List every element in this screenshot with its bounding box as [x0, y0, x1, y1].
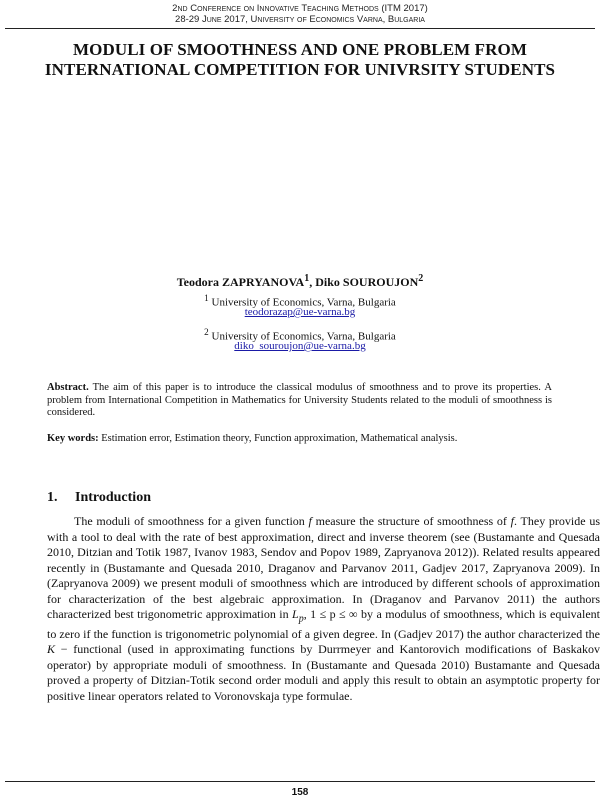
keywords-label: Key words:: [47, 433, 99, 444]
math-p-range: , 1 ≤ p ≤ ∞: [303, 607, 358, 621]
author-separator: ,: [309, 275, 316, 289]
intro-text-4: by a modulus of smoothness, which is equivalent to zero if the function is trigonometric polynomial of a given degree. In (Gadjev 2017) the author characterized the: [47, 607, 600, 641]
affiliation-text-2: University of Economics, Varna, Bulgaria: [208, 330, 396, 343]
intro-text-1: The moduli of smoothness for a given function: [74, 514, 309, 528]
affiliation-sup-2: 2: [204, 327, 209, 337]
header-rule: [5, 28, 595, 29]
affiliation-text-1: University of Economics, Varna, Bulgaria: [208, 296, 396, 309]
abstract-text: The aim of this paper is to introduce the classical modulus of smoothness and to prove its properties. A problem from International Competition in Mathematics for University Students related to the moduli of smoothness is considered.: [47, 382, 552, 418]
paper-title: MODULI OF SMOOTHNESS AND ONE PROBLEM FROM INTERNATIONAL COMPETITION FOR UNIVRSITY STUDENTS: [44, 40, 556, 79]
author-name-1: Teodora ZAPRYANOVA: [176, 275, 305, 289]
author-name-2: Diko SOUROUJON: [315, 275, 419, 289]
section-title: Introduction: [75, 490, 151, 505]
abstract-label: Abstract.: [47, 382, 89, 393]
author-sup-1: 1: [304, 273, 310, 284]
section-heading: [47, 489, 151, 506]
math-f-2: f: [510, 514, 515, 528]
keywords-text: Estimation error, Estimation theory, Function approximation, Mathematical analysis.: [98, 433, 458, 444]
math-lp: L: [292, 607, 299, 621]
intro-text-3: . They provide us with a tool to deal with the rate of best approximation, direct and inverse theorem (see (Bustamante and Quesada 2010, Ditzian and Totik 1987, Ivanov 1983, Sendov and Popov 1989, Zapryanova 2012)). Related results appeared recently in (Bustamante and Quesada 2010, Draganov and Parvanov 2011, Gadjev 2017, Zapryanova 2009). In (Zapryanova 2009) we present moduli of smoothness which are introduced by different schools of approximation for characterization of the best algebraic approximation. In (Draganov and Parvanov 2011) the authors characterized best trigonometric approximation in: [47, 514, 600, 621]
intro-text-2: measure the structure of smoothness of: [311, 514, 511, 528]
email-link-2[interactable]: diko_souroujon@ue-varna.bg: [234, 340, 366, 352]
footer-rule: [5, 781, 595, 782]
intro-paragraph: [47, 514, 600, 704]
math-f-1: f: [308, 514, 312, 528]
author-sup-2: 2: [418, 273, 424, 284]
author-line: [0, 272, 600, 289]
math-k: K: [47, 642, 56, 657]
affiliation-sup-1: 1: [204, 293, 209, 303]
keywords: [47, 433, 552, 446]
affiliation-email-row-2: [0, 340, 600, 353]
introduction-body: [47, 514, 600, 704]
intro-text-5: − functional (used in approximating functions by Durrmeyer and Kantorovich modifications of Baskakov operator) by appropriate moduli of smoothness. In (Bustamante and Quesada 2010) Bustamante and Quesada proved a property of Ditzian-Totik second order moduli and apply this result to obtain an asymptotic property for positive linear operators related to Voronovskaja type formulae.: [47, 642, 600, 703]
conference-header-line1: 2nd Conference on Innovative Teaching Methods (ITM 2017): [172, 3, 428, 14]
affiliation-email-row-1: [0, 306, 600, 319]
email-link-1[interactable]: teodorazap@ue-varna.bg: [244, 306, 356, 318]
math-lp-subscript: p: [298, 613, 304, 625]
page-number: 158: [291, 787, 309, 798]
abstract: [47, 382, 552, 420]
conference-header-line2: 28-29 June 2017, University of Economics Varna, Bulgaria: [175, 14, 425, 25]
section-number: 1.: [47, 490, 58, 505]
